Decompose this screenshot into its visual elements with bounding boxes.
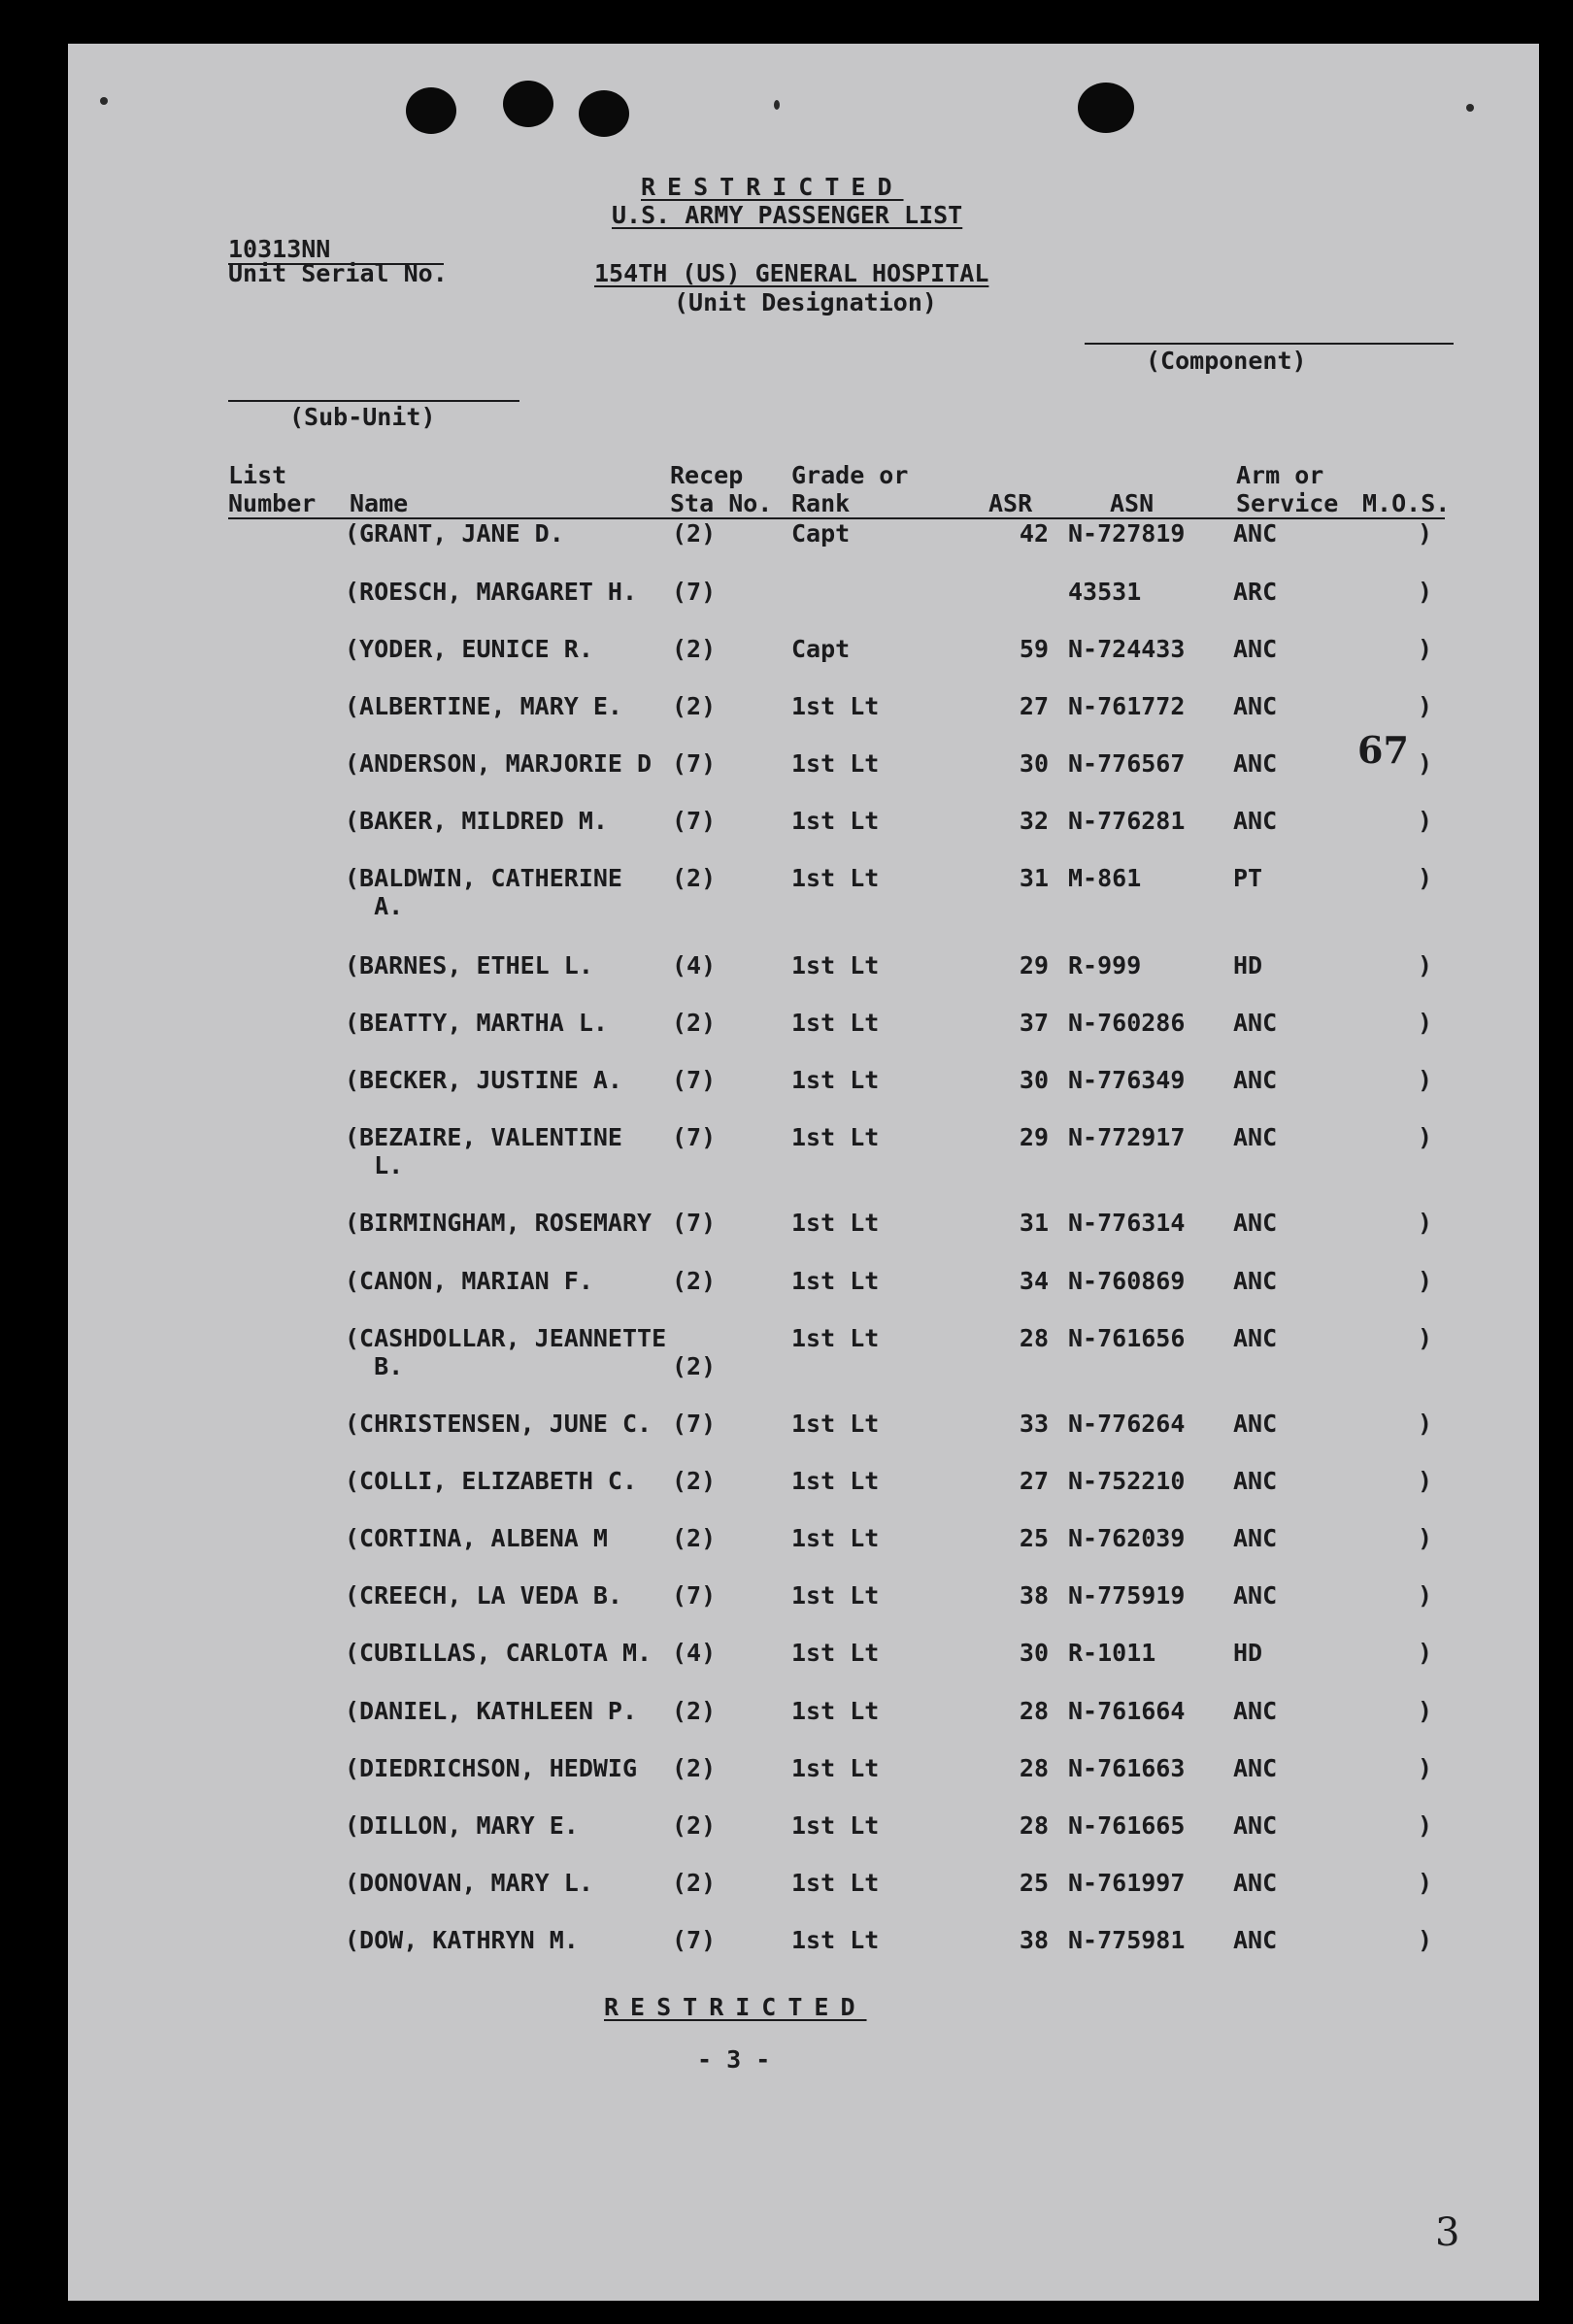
cell-name: (DANIEL, KATHLEEN P.	[345, 1697, 638, 1725]
col-arm-2: Service	[1236, 489, 1339, 517]
table-row	[68, 807, 1539, 865]
cell-asn: N-762039	[1068, 1524, 1186, 1552]
cell-end: )	[1418, 1811, 1433, 1840]
cell-recep: (2)	[672, 864, 717, 892]
col-list-number-2: Number	[228, 489, 317, 517]
table-row	[68, 749, 1539, 808]
cell-asn: N-761997	[1068, 1869, 1186, 1897]
cell-name: (DOW, KATHRYN M.	[345, 1926, 579, 1954]
cell-end: )	[1418, 1410, 1433, 1438]
cell-asr: 38	[1019, 1926, 1049, 1954]
cell-grade: 1st Lt	[791, 1869, 880, 1897]
cell-asn: N-760286	[1068, 1009, 1186, 1037]
col-grade-1: Grade or	[791, 461, 909, 489]
cell-name: (BALDWIN, CATHERINE A.	[345, 864, 622, 920]
cell-recep: (7)	[672, 1410, 717, 1438]
cell-arm: ANC	[1233, 807, 1278, 835]
cell-end: )	[1418, 1869, 1433, 1897]
cell-asn: N-761656	[1068, 1324, 1186, 1352]
table-row	[68, 1410, 1539, 1468]
cell-asr: 34	[1019, 1267, 1049, 1295]
cell-arm: ANC	[1233, 635, 1278, 663]
cell-recep: (7)	[672, 1581, 717, 1610]
cell-arm: ANC	[1233, 1524, 1278, 1552]
cell-grade: 1st Lt	[791, 807, 880, 835]
cell-recep: (7)	[672, 1066, 717, 1094]
col-arm-1: Arm or	[1236, 461, 1324, 489]
table-row	[68, 1324, 1539, 1382]
cell-asn: R-999	[1068, 951, 1142, 979]
cell-asn: N-761664	[1068, 1697, 1186, 1725]
cell-asn: N-724433	[1068, 635, 1186, 663]
col-list-number-1: List	[228, 461, 287, 489]
cell-recep: (2)	[672, 1467, 717, 1495]
cell-grade: 1st Lt	[791, 951, 880, 979]
cell-grade: 1st Lt	[791, 1754, 880, 1782]
table-row	[68, 1811, 1539, 1870]
cell-asn: N-776264	[1068, 1410, 1186, 1438]
cell-arm: ANC	[1233, 1066, 1278, 1094]
cell-end: )	[1418, 635, 1433, 663]
cell-end: )	[1418, 1697, 1433, 1725]
cell-name: (CASHDOLLAR, JEANNETTE B.	[345, 1324, 667, 1380]
cell-asr: 29	[1019, 1123, 1049, 1151]
cell-name: (BAKER, MILDRED M.	[345, 807, 608, 835]
cell-name: (ALBERTINE, MARY E.	[345, 692, 622, 720]
cell-end: )	[1418, 1324, 1433, 1352]
cell-end: )	[1418, 1754, 1433, 1782]
table-row	[68, 1267, 1539, 1325]
cell-grade: 1st Lt	[791, 1209, 880, 1237]
table-row	[68, 951, 1539, 1010]
col-grade-2: Rank	[791, 489, 851, 517]
sub-unit-rule	[228, 400, 519, 402]
table-row	[68, 1639, 1539, 1697]
cell-grade: 1st Lt	[791, 749, 880, 778]
cell-asr: 38	[1019, 1581, 1049, 1610]
cell-recep: (7)	[672, 807, 717, 835]
cell-asn: N-760869	[1068, 1267, 1186, 1295]
cell-end: )	[1418, 1123, 1433, 1151]
page-number: - 3 -	[697, 2045, 771, 2074]
cell-asn: N-752210	[1068, 1467, 1186, 1495]
cell-asn: N-776281	[1068, 807, 1186, 835]
cell-arm: ANC	[1233, 1324, 1278, 1352]
paper-speck	[774, 100, 780, 110]
cell-recep: (2)	[672, 519, 717, 548]
table-row	[68, 1581, 1539, 1640]
cell-grade: 1st Lt	[791, 1066, 880, 1094]
cell-asr: 27	[1019, 692, 1049, 720]
cell-recep: (4)	[672, 951, 717, 979]
cell-grade: 1st Lt	[791, 692, 880, 720]
table-row	[68, 692, 1539, 750]
cell-asn: N-761772	[1068, 692, 1186, 720]
cell-recep: (2)	[672, 1267, 717, 1295]
cell-end: )	[1418, 749, 1433, 778]
cell-asn: R-1011	[1068, 1639, 1156, 1667]
cell-recep: (7)	[672, 1209, 717, 1237]
cell-arm: ANC	[1233, 1209, 1278, 1237]
cell-grade: 1st Lt	[791, 1467, 880, 1495]
cell-asr: 28	[1019, 1324, 1049, 1352]
cell-name: (BIRMINGHAM, ROSEMARY	[345, 1209, 653, 1237]
cell-recep: (7)	[672, 749, 717, 778]
cell-asn: N-727819	[1068, 519, 1186, 548]
cell-asn: N-761665	[1068, 1811, 1186, 1840]
cell-arm: ANC	[1233, 519, 1278, 548]
cell-end: )	[1418, 864, 1433, 892]
unit-serial-value: 10313NN	[228, 235, 331, 263]
cell-name: (GRANT, JANE D.	[345, 519, 564, 548]
cell-end: )	[1418, 1267, 1433, 1295]
col-asr: ASR	[988, 489, 1033, 517]
cell-grade: 1st Lt	[791, 1524, 880, 1552]
cell-end: )	[1418, 951, 1433, 979]
cell-name: (BEATTY, MARTHA L.	[345, 1009, 608, 1037]
cell-asn: 43531	[1068, 578, 1142, 606]
cell-recep: (4)	[672, 1639, 717, 1667]
cell-end: )	[1418, 1009, 1433, 1037]
cell-asr: 27	[1019, 1467, 1049, 1495]
unit-designation-label: (Unit Designation)	[674, 288, 937, 316]
cell-grade: 1st Lt	[791, 1267, 880, 1295]
table-row	[68, 1467, 1539, 1525]
cell-asr: 37	[1019, 1009, 1049, 1037]
table-row	[68, 1009, 1539, 1067]
cell-asr: 25	[1019, 1524, 1049, 1552]
cell-arm: ANC	[1233, 1869, 1278, 1897]
cell-end: )	[1418, 1524, 1433, 1552]
cell-grade: 1st Lt	[791, 1324, 880, 1352]
cell-arm: ANC	[1233, 1581, 1278, 1610]
cell-arm: ANC	[1233, 1697, 1278, 1725]
cell-asn: M-861	[1068, 864, 1142, 892]
cell-end: )	[1418, 1066, 1433, 1094]
col-recep-2: Sta No.	[670, 489, 773, 517]
table-row	[68, 864, 1539, 922]
cell-arm: PT	[1233, 864, 1263, 892]
cell-arm: ANC	[1233, 1410, 1278, 1438]
cell-asn: N-776349	[1068, 1066, 1186, 1094]
cell-asr: 29	[1019, 951, 1049, 979]
table-row	[68, 1066, 1539, 1124]
cell-name: (BECKER, JUSTINE A.	[345, 1066, 622, 1094]
cell-asr: 25	[1019, 1869, 1049, 1897]
unit-serial-label: Unit Serial No.	[228, 259, 448, 287]
cell-arm: ANC	[1233, 1009, 1278, 1037]
classification-top: RESTRICTED	[641, 173, 904, 201]
cell-recep: (2)	[672, 1352, 717, 1380]
cell-name: (YODER, EUNICE R.	[345, 635, 593, 663]
col-name: Name	[350, 489, 409, 517]
list-title: U.S. ARMY PASSENGER LIST	[612, 201, 963, 229]
cell-asn: N-776314	[1068, 1209, 1186, 1237]
cell-recep: (7)	[672, 578, 717, 606]
table-row	[68, 1697, 1539, 1755]
cell-name: (BARNES, ETHEL L.	[345, 951, 593, 979]
cell-asn: N-775981	[1068, 1926, 1186, 1954]
cell-asr: 42	[1019, 519, 1049, 548]
cell-grade: 1st Lt	[791, 1009, 880, 1037]
cell-asn: N-772917	[1068, 1123, 1186, 1151]
cell-recep: (7)	[672, 1123, 717, 1151]
cell-asr: 32	[1019, 807, 1049, 835]
cell-recep: (2)	[672, 1754, 717, 1782]
table-row	[68, 1123, 1539, 1181]
col-asn: ASN	[1110, 489, 1155, 517]
cell-name: (CHRISTENSEN, JUNE C.	[345, 1410, 653, 1438]
cell-recep: (2)	[672, 635, 717, 663]
punch-hole	[406, 87, 456, 134]
cell-name: (CORTINA, ALBENA M	[345, 1524, 608, 1552]
cell-recep: (2)	[672, 692, 717, 720]
cell-end: )	[1418, 807, 1433, 835]
cell-arm: HD	[1233, 951, 1263, 979]
cell-grade: 1st Lt	[791, 1811, 880, 1840]
cell-recep: (2)	[672, 1869, 717, 1897]
cell-recep: (2)	[672, 1524, 717, 1552]
component-rule	[1085, 343, 1454, 345]
cell-grade: 1st Lt	[791, 864, 880, 892]
cell-name: (DONOVAN, MARY L.	[345, 1869, 593, 1897]
cell-asr: 33	[1019, 1410, 1049, 1438]
cell-name: (CREECH, LA VEDA B.	[345, 1581, 622, 1610]
cell-asr: 28	[1019, 1697, 1049, 1725]
cell-asn: N-761663	[1068, 1754, 1186, 1782]
table-row	[68, 1524, 1539, 1582]
cell-name: (ANDERSON, MARJORIE D	[345, 749, 653, 778]
cell-recep: (7)	[672, 1926, 717, 1954]
cell-grade: Capt	[791, 519, 851, 548]
cell-grade: Capt	[791, 635, 851, 663]
col-mos: M.O.S.	[1362, 489, 1451, 517]
cell-name: (DILLON, MARY E.	[345, 1811, 579, 1840]
table-row	[68, 519, 1539, 578]
cell-end: )	[1418, 1639, 1433, 1667]
cell-arm: ARC	[1233, 578, 1278, 606]
paper-speck	[1466, 104, 1474, 112]
cell-grade: 1st Lt	[791, 1410, 880, 1438]
table-row	[68, 635, 1539, 693]
cell-grade: 1st Lt	[791, 1639, 880, 1667]
cell-arm: ANC	[1233, 1267, 1278, 1295]
cell-arm: ANC	[1233, 1123, 1278, 1151]
cell-end: )	[1418, 692, 1433, 720]
cell-end: )	[1418, 1209, 1433, 1237]
cell-asr: 59	[1019, 635, 1049, 663]
cell-asr: 31	[1019, 864, 1049, 892]
table-row	[68, 1869, 1539, 1927]
cell-name: (ROESCH, MARGARET H.	[345, 578, 638, 606]
handwritten-count: 67	[1357, 728, 1409, 772]
cell-grade: 1st Lt	[791, 1123, 880, 1151]
paper-speck	[100, 97, 108, 105]
punch-hole	[503, 81, 553, 127]
sub-unit-label: (Sub-Unit)	[289, 403, 436, 431]
punch-hole	[1078, 83, 1134, 133]
cell-asr: 28	[1019, 1811, 1049, 1840]
cell-grade: 1st Lt	[791, 1926, 880, 1954]
cell-asn: N-775919	[1068, 1581, 1186, 1610]
cell-recep: (2)	[672, 1009, 717, 1037]
cell-name: (CUBILLAS, CARLOTA M.	[345, 1639, 653, 1667]
classification-bottom: RESTRICTED	[604, 1993, 867, 2021]
cell-arm: HD	[1233, 1639, 1263, 1667]
cell-arm: ANC	[1233, 692, 1278, 720]
cell-arm: ANC	[1233, 1754, 1278, 1782]
cell-arm: ANC	[1233, 1467, 1278, 1495]
cell-name: (BEZAIRE, VALENTINE L.	[345, 1123, 622, 1179]
cell-name: (COLLI, ELIZABETH C.	[345, 1467, 638, 1495]
table-row	[68, 1209, 1539, 1267]
cell-end: )	[1418, 1581, 1433, 1610]
cell-recep: (2)	[672, 1697, 717, 1725]
unit-designation-value: 154TH (US) GENERAL HOSPITAL	[594, 259, 989, 287]
cell-asr: 31	[1019, 1209, 1049, 1237]
cell-name: (CANON, MARIAN F.	[345, 1267, 593, 1295]
cell-asr: 30	[1019, 1639, 1049, 1667]
cell-asr: 30	[1019, 749, 1049, 778]
cell-recep: (2)	[672, 1811, 717, 1840]
col-recep-1: Recep	[670, 461, 744, 489]
table-row	[68, 1754, 1539, 1812]
cell-end: )	[1418, 519, 1433, 548]
table-row	[68, 1926, 1539, 1984]
punch-hole	[579, 90, 629, 137]
cell-asr: 30	[1019, 1066, 1049, 1094]
cell-asn: N-776567	[1068, 749, 1186, 778]
cell-arm: ANC	[1233, 749, 1278, 778]
cell-end: )	[1418, 578, 1433, 606]
cell-arm: ANC	[1233, 1926, 1278, 1954]
cell-grade: 1st Lt	[791, 1697, 880, 1725]
table-row	[68, 578, 1539, 636]
cell-end: )	[1418, 1467, 1433, 1495]
cell-asr: 28	[1019, 1754, 1049, 1782]
corner-number: 3	[1435, 2210, 1460, 2255]
cell-grade: 1st Lt	[791, 1581, 880, 1610]
cell-end: )	[1418, 1926, 1433, 1954]
cell-arm: ANC	[1233, 1811, 1278, 1840]
document-page	[68, 44, 1539, 2301]
component-label: (Component)	[1146, 347, 1307, 375]
cell-name: (DIEDRICHSON, HEDWIG	[345, 1754, 638, 1782]
